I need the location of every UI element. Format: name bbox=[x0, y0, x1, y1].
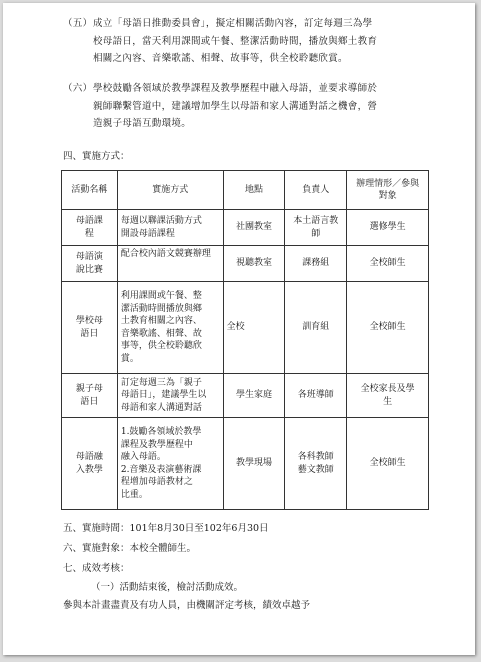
cell-place: 社團教室 bbox=[223, 210, 285, 246]
cell-activity-name: 親子母 語日 bbox=[62, 374, 118, 418]
item-6-line-2: 親師聯繫管道中，建議增加學生以母語和家人溝通對話之機會，營 bbox=[93, 100, 378, 112]
cell-activity-name: 母語演 說比賽 bbox=[62, 246, 118, 282]
item-5-number: （五） bbox=[63, 18, 93, 29]
document-page bbox=[3, 3, 475, 655]
cell-person: 本土語言教 師 bbox=[285, 210, 347, 246]
cell-person: 各科教師 藝文教師 bbox=[285, 418, 347, 510]
cell-activity-name: 母語課 程 bbox=[62, 210, 118, 246]
cell-place: 全校 bbox=[223, 282, 285, 374]
item-5-line-2: 校母語日，當天利用課間或午餐、整潔活動時間，播放與鄉土教育 bbox=[93, 35, 378, 47]
section-5-time: 五、實施時間：101年8月30日至102年6月30日 bbox=[63, 523, 269, 534]
cell-place: 視聽教室 bbox=[223, 246, 285, 282]
header-person: 負責人 bbox=[285, 171, 347, 210]
cell-person: 各班導師 bbox=[285, 374, 347, 418]
cell-place: 教學現場 bbox=[223, 418, 285, 510]
section-7-evaluation: 七、成效考核： bbox=[63, 563, 130, 574]
cell-status: 全校師生 bbox=[347, 246, 429, 282]
cell-activity-name: 母語融 入教學 bbox=[62, 418, 118, 510]
cell-person: 訓育組 bbox=[285, 282, 347, 374]
item-6-line-3: 造親子母語互動環境。 bbox=[93, 118, 192, 129]
cell-status: 全校師生 bbox=[347, 418, 429, 510]
item-6-paragraph bbox=[63, 80, 423, 133]
header-method: 實施方式 bbox=[117, 171, 223, 210]
cell-method: 訂定每週三為「親子 母語日」，建議學生以 母語和家人溝通對話 bbox=[117, 374, 223, 418]
item-5-line-1: （五）成立「母語日推動委員會」，擬定相關活動內容，訂定每週三為學 bbox=[63, 15, 423, 33]
table-header-row bbox=[62, 171, 429, 210]
cell-status: 選修學生 bbox=[347, 210, 429, 246]
cell-method: 配合校內語文競賽辦理 bbox=[117, 246, 223, 282]
item-6-line-1: （六）學校鼓勵各領域於教學課程及教學歷程中融入母語，並要求導師於 bbox=[63, 80, 423, 98]
item-5-line-3: 相關之內容、音樂歌謠、相聲、故事等，供全校聆聽欣賞。 bbox=[93, 53, 348, 64]
cell-status: 全校家長及學 生 bbox=[347, 374, 429, 418]
table-row bbox=[62, 374, 429, 418]
table-row bbox=[62, 282, 429, 374]
header-place: 地點 bbox=[223, 171, 285, 210]
table-row bbox=[62, 210, 429, 246]
cell-method: 利用課間或午餐、整 潔活動時間播放與鄉 土教育相關之內容、 音樂歌謠、相聲、故 事等，供全校聆聽欣 賞。 bbox=[117, 282, 223, 374]
table-row bbox=[62, 418, 429, 510]
cell-place: 學生家庭 bbox=[223, 374, 285, 418]
section-4-heading: 四、實施方式： bbox=[63, 151, 130, 162]
cell-method: 每週以聯課活動方式 開設母語課程 bbox=[117, 210, 223, 246]
cell-activity-name: 學校母 語日 bbox=[62, 282, 118, 374]
evaluation-item-2: 參與本計畫盡責及有功人員，由機關評定考核，績效卓越予 bbox=[63, 600, 311, 611]
table-row bbox=[62, 246, 429, 282]
section-6-target: 六、實施對象：本校全體師生。 bbox=[63, 543, 197, 554]
implementation-table bbox=[61, 170, 429, 510]
item-6-number: （六） bbox=[63, 83, 93, 94]
header-activity-name: 活動名稱 bbox=[62, 171, 118, 210]
item-5-paragraph bbox=[63, 15, 423, 68]
cell-status: 全校師生 bbox=[347, 282, 429, 374]
cell-person: 課務組 bbox=[285, 246, 347, 282]
header-status: 辦理情形／參與 對象 bbox=[347, 171, 429, 210]
evaluation-item-1: （一）活動結束後，檢討活動成效。 bbox=[91, 582, 244, 593]
cell-method: 1.鼓勵各領域於教學 課程及教學歷程中 融入母語。 2.音樂及表演藝術課 程增加母語教材之 比重。 bbox=[117, 418, 223, 510]
